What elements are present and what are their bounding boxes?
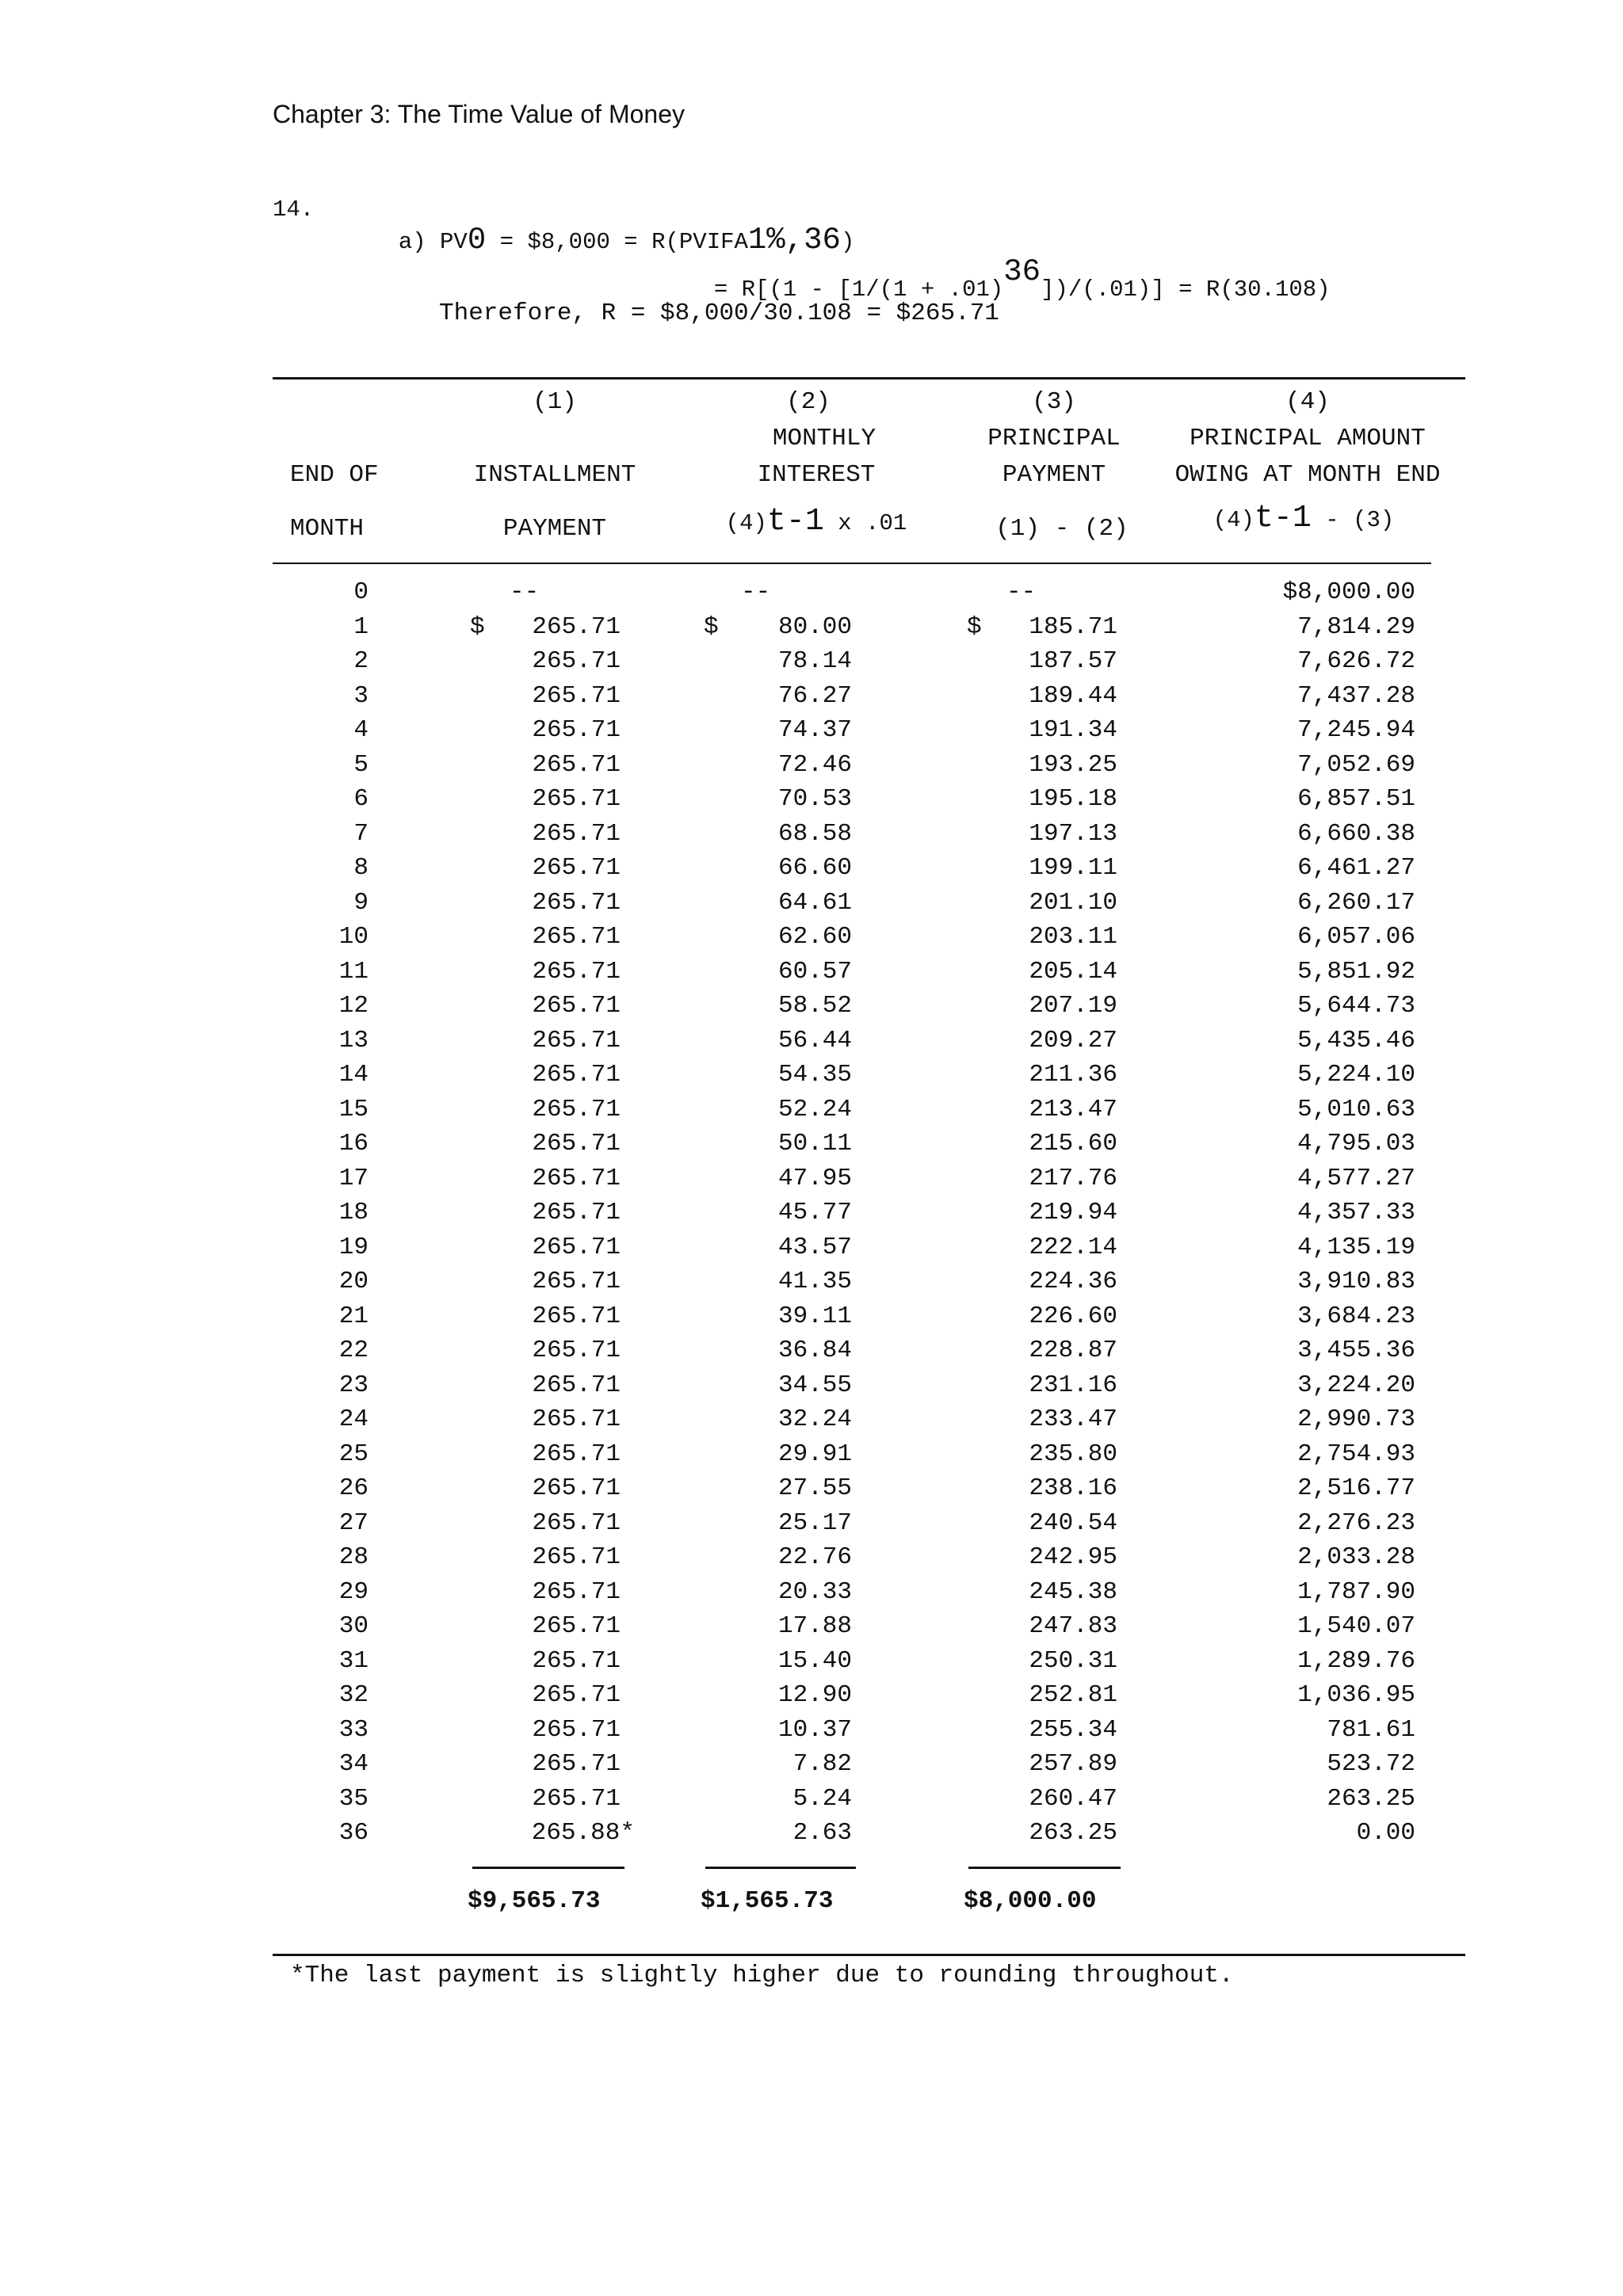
problem-number: 14. [273, 196, 315, 223]
cell-installment: 265.71 [532, 750, 621, 779]
col2-number: (2) [786, 388, 831, 416]
interest-total-underline [705, 1867, 856, 1869]
cell-interest: 22.76 [777, 1543, 852, 1571]
cell-principal: 191.34 [1029, 716, 1117, 744]
cell-month: 23 [338, 1371, 369, 1399]
cell-balance: 5,224.10 [1297, 1061, 1415, 1089]
cell-installment: 265.71 [532, 1508, 621, 1537]
cell-month: 19 [338, 1233, 369, 1261]
cell-balance: 7,437.28 [1297, 681, 1415, 710]
cell-interest: 50.11 [777, 1130, 852, 1158]
cell-principal: 215.60 [1029, 1130, 1117, 1158]
cell-principal: 187.57 [1029, 647, 1117, 675]
cell-installment: 265.71 [532, 1474, 621, 1502]
cell-interest: 80.00 [777, 612, 852, 641]
cell-installment: 265.71 [532, 1543, 621, 1571]
col4-title-line1: PRINCIPAL AMOUNT [1190, 425, 1426, 452]
cell-principal: 211.36 [1029, 1061, 1117, 1089]
cell-principal: 219.94 [1029, 1199, 1117, 1226]
col3-title-line2: PAYMENT [1002, 461, 1106, 489]
cell-month: 1 [353, 612, 369, 641]
cell-month: 30 [338, 1612, 369, 1640]
cell-balance: 6,857.51 [1297, 785, 1415, 813]
cell-balance: 5,851.92 [1297, 957, 1415, 986]
col2-formula-ref: (4) [725, 510, 767, 536]
cell-month: 13 [338, 1026, 369, 1055]
cell-principal: 213.47 [1029, 1095, 1117, 1123]
cell-interest: 45.77 [777, 1199, 852, 1226]
cell-installment: 265.71 [532, 612, 621, 641]
cell-balance: 2,276.23 [1297, 1508, 1415, 1537]
cell-interest: 32.24 [777, 1405, 852, 1433]
cell-principal: 238.16 [1029, 1474, 1117, 1502]
cell-installment: 265.71 [532, 1130, 621, 1158]
cell-month: 14 [338, 1061, 369, 1089]
cell-balance: 3,224.20 [1297, 1371, 1415, 1399]
cell-installment: 265.71 [532, 1784, 621, 1813]
cell-month: 5 [353, 750, 369, 779]
cell-installment: 265.71 [532, 1715, 621, 1744]
principal-total: $8,000.00 [964, 1887, 1097, 1915]
eq2-right: ])/(.01)] = R(30.108) [1041, 277, 1331, 303]
cell-principal: 255.34 [1029, 1715, 1117, 1744]
cell-balance: 3,455.36 [1297, 1337, 1415, 1364]
cell-installment: 265.88* [531, 1819, 635, 1847]
col0-title-line2: MONTH [290, 515, 365, 543]
cell-month: 32 [338, 1681, 369, 1709]
cell-principal: 209.27 [1029, 1026, 1117, 1055]
cell-interest: 58.52 [777, 992, 852, 1020]
cell-interest: 54.35 [777, 1061, 852, 1089]
cell-month: 15 [338, 1095, 369, 1123]
cell-principal: 217.76 [1029, 1164, 1117, 1192]
chapter-header: Chapter 3: The Time Value of Money [273, 100, 685, 128]
table-header-rule [273, 563, 1431, 564]
cell-month: 36 [338, 1819, 369, 1847]
cell-principal: 197.13 [1029, 819, 1117, 848]
cell-installment: 265.71 [532, 681, 621, 710]
cell-installment: 265.71 [532, 957, 621, 986]
col4-formula-rest: - (3) [1311, 507, 1395, 533]
cell-installment: 265.71 [532, 1199, 621, 1226]
cell-principal: -- [1006, 578, 1037, 606]
cell-installment: 265.71 [532, 1405, 621, 1433]
cell-month: 6 [353, 785, 369, 813]
cell-month: 0 [353, 578, 369, 606]
cell-interest: 5.24 [792, 1784, 852, 1813]
cell-month: 3 [353, 681, 369, 710]
cell-installment: 265.71 [532, 785, 621, 813]
cell-interest: 34.55 [777, 1371, 852, 1399]
cell-month: 7 [353, 819, 369, 848]
cell-balance: 1,540.07 [1297, 1612, 1415, 1640]
cell-month: 22 [338, 1337, 369, 1364]
cell-installment: 265.71 [532, 1337, 621, 1364]
cell-interest: 17.88 [777, 1612, 852, 1640]
cell-balance: 7,245.94 [1297, 716, 1415, 744]
cell-principal: 247.83 [1029, 1612, 1117, 1640]
cell-principal: 199.11 [1029, 854, 1117, 882]
cell-month: 4 [353, 716, 369, 744]
cell-interest: 43.57 [777, 1233, 852, 1261]
cell-month: 34 [338, 1750, 369, 1778]
cell-interest: 52.24 [777, 1095, 852, 1123]
cell-principal: 228.87 [1029, 1337, 1117, 1364]
cell-balance: 263.25 [1327, 1784, 1415, 1813]
cell-installment: 265.71 [532, 1612, 621, 1640]
col2-formula-rest: x .01 [823, 510, 907, 536]
cell-interest: 68.58 [777, 819, 852, 848]
cell-principal: 240.54 [1029, 1508, 1117, 1537]
cell-interest: 78.14 [777, 647, 852, 675]
cell-interest: 10.37 [777, 1715, 852, 1744]
cell-interest: 47.95 [777, 1164, 852, 1192]
cell-balance: $8,000.00 [1282, 578, 1415, 606]
cell-interest: 20.33 [777, 1577, 852, 1606]
cell-principal: 207.19 [1029, 992, 1117, 1020]
col3-formula: (1) - (2) [995, 515, 1128, 543]
cell-balance: 523.72 [1327, 1750, 1415, 1778]
cell-balance: 3,684.23 [1297, 1302, 1415, 1330]
cell-principal: 263.25 [1029, 1819, 1117, 1847]
cell-principal: 224.36 [1029, 1268, 1117, 1295]
cell-month: 24 [338, 1405, 369, 1433]
col3-title-line1: PRINCIPAL [987, 425, 1121, 452]
cell-month: 26 [338, 1474, 369, 1502]
cell-interest: 29.91 [777, 1440, 852, 1468]
cell-balance: 1,787.90 [1297, 1577, 1415, 1606]
cell-month: 33 [338, 1715, 369, 1744]
cell-balance: 6,057.06 [1297, 923, 1415, 951]
cell-interest: 76.27 [777, 681, 852, 710]
eq2-exponent: 36 [1003, 254, 1041, 289]
cell-principal: 260.47 [1029, 1784, 1117, 1813]
part-label: a) [398, 229, 426, 255]
cell-installment: 265.71 [532, 1164, 621, 1192]
col4-title-line2: OWING AT MONTH END [1174, 461, 1441, 489]
cell-principal: 195.18 [1029, 785, 1117, 813]
cell-interest: 70.53 [777, 785, 852, 813]
cell-month: 11 [338, 957, 369, 986]
cell-principal: 245.38 [1029, 1577, 1117, 1606]
cell-installment: 265.71 [532, 1646, 621, 1675]
dollar-sign-principal: $ [967, 612, 982, 641]
col2-formula-sub: t-1 [766, 504, 824, 540]
cell-balance: 2,516.77 [1297, 1474, 1415, 1502]
cell-month: 2 [353, 647, 369, 675]
col1-title-line1: INSTALLMENT [473, 461, 636, 489]
cell-installment: 265.71 [532, 1681, 621, 1709]
cell-principal: 235.80 [1029, 1440, 1117, 1468]
eq1-close: ) [840, 229, 855, 255]
col4-formula-sub: t-1 [1254, 501, 1312, 536]
col3-number: (3) [1032, 388, 1076, 416]
cell-balance: 7,814.29 [1297, 612, 1415, 641]
cell-month: 9 [353, 888, 369, 917]
cell-interest: 12.90 [777, 1681, 852, 1709]
cell-principal: 203.11 [1029, 923, 1117, 951]
cell-installment: 265.71 [532, 1302, 621, 1330]
cell-balance: 5,644.73 [1297, 992, 1415, 1020]
cell-principal: 189.44 [1029, 681, 1117, 710]
cell-principal: 242.95 [1029, 1543, 1117, 1571]
cell-month: 12 [338, 992, 369, 1020]
cell-installment: 265.71 [532, 716, 621, 744]
cell-interest: 27.55 [777, 1474, 852, 1502]
cell-month: 8 [353, 854, 369, 882]
cell-month: 20 [338, 1268, 369, 1295]
cell-interest: 36.84 [777, 1337, 852, 1364]
cell-interest: 2.63 [792, 1819, 852, 1847]
equation-line-3: Therefore, R = $8,000/30.108 = $265.71 [439, 299, 999, 327]
cell-balance: 4,795.03 [1297, 1130, 1415, 1158]
cell-month: 28 [338, 1543, 369, 1571]
cell-month: 27 [338, 1508, 369, 1537]
cell-interest: 66.60 [777, 854, 852, 882]
cell-balance: 6,660.38 [1297, 819, 1415, 848]
cell-interest: 7.82 [792, 1750, 852, 1778]
cell-installment: 265.71 [532, 1371, 621, 1399]
cell-interest: 60.57 [777, 957, 852, 986]
cell-installment: 265.71 [532, 1440, 621, 1468]
cell-principal: 257.89 [1029, 1750, 1117, 1778]
pvifa-factor: 1%,36 [747, 223, 841, 257]
footnote: *The last payment is slightly higher due to rounding throughout. [290, 1962, 1234, 1989]
cell-installment: -- [510, 578, 540, 606]
cell-month: 16 [338, 1130, 369, 1158]
cell-month: 25 [338, 1440, 369, 1468]
cell-principal: 222.14 [1029, 1233, 1117, 1261]
cell-principal: 233.47 [1029, 1405, 1117, 1433]
interest-total: $1,565.73 [701, 1887, 834, 1915]
cell-installment: 265.71 [532, 819, 621, 848]
col4-formula-ref: (4) [1212, 507, 1254, 533]
dollar-sign-interest: $ [704, 612, 719, 641]
col2-title-line2: INTEREST [757, 461, 876, 489]
cell-balance: 2,033.28 [1297, 1543, 1415, 1571]
cell-installment: 265.71 [532, 1233, 621, 1261]
cell-balance: 5,435.46 [1297, 1026, 1415, 1055]
cell-principal: 185.71 [1029, 612, 1117, 641]
cell-interest: 74.37 [777, 716, 852, 744]
pv-subscript: 0 [467, 223, 487, 257]
cell-balance: 6,461.27 [1297, 854, 1415, 882]
cell-installment: 265.71 [532, 854, 621, 882]
table-top-rule [273, 377, 1465, 379]
cell-balance: 1,036.95 [1297, 1681, 1415, 1709]
col2-formula [697, 504, 935, 540]
cell-balance: 0.00 [1356, 1819, 1415, 1847]
col0-title-line1: END OF [290, 461, 379, 489]
cell-interest: 39.11 [777, 1302, 852, 1330]
cell-installment: 265.71 [532, 1750, 621, 1778]
cell-balance: 7,626.72 [1297, 647, 1415, 675]
cell-balance: 6,260.17 [1297, 888, 1415, 917]
cell-principal: 205.14 [1029, 957, 1117, 986]
col1-title-line2: PAYMENT [502, 515, 607, 543]
cell-balance: 5,010.63 [1297, 1095, 1415, 1123]
cell-month: 10 [338, 923, 369, 951]
cell-installment: 265.71 [532, 1577, 621, 1606]
cell-interest: 62.60 [777, 923, 852, 951]
cell-installment: 265.71 [532, 923, 621, 951]
cell-month: 31 [338, 1646, 369, 1675]
cell-interest: 41.35 [777, 1268, 852, 1295]
cell-installment: 265.71 [532, 888, 621, 917]
cell-interest: 64.61 [777, 888, 852, 917]
cell-principal: 193.25 [1029, 750, 1117, 779]
cell-balance: 4,577.27 [1297, 1164, 1415, 1192]
cell-balance: 4,135.19 [1297, 1233, 1415, 1261]
cell-principal: 231.16 [1029, 1371, 1117, 1399]
col2-title-line1: MONTHLY [772, 425, 876, 452]
cell-interest: 25.17 [777, 1508, 852, 1537]
principal-total-underline [968, 1867, 1121, 1869]
cell-principal: 226.60 [1029, 1302, 1117, 1330]
pv-label: PV [440, 229, 468, 255]
cell-interest: 56.44 [777, 1026, 852, 1055]
cell-month: 29 [338, 1577, 369, 1606]
cell-interest: 72.46 [777, 750, 852, 779]
eq1-mid: = $8,000 = R(PVIFA [486, 229, 748, 255]
cell-installment: 265.71 [532, 1268, 621, 1295]
eq2-left: = R[(1 - [1/(1 + .01) [713, 277, 1004, 303]
cell-balance: 4,357.33 [1297, 1199, 1415, 1226]
cell-installment: 265.71 [532, 1061, 621, 1089]
col1-number: (1) [533, 388, 577, 416]
cell-principal: 252.81 [1029, 1681, 1117, 1709]
cell-interest: 15.40 [777, 1646, 852, 1675]
cell-installment: 265.71 [532, 992, 621, 1020]
cell-month: 21 [338, 1302, 369, 1330]
cell-balance: 3,910.83 [1297, 1268, 1415, 1295]
equation-line-2 [686, 244, 1331, 305]
table-bottom-rule [273, 1954, 1465, 1956]
cell-balance: 2,754.93 [1297, 1440, 1415, 1468]
dollar-sign-installment: $ [470, 612, 485, 641]
installment-total: $9,565.73 [468, 1887, 601, 1915]
cell-principal: 201.10 [1029, 888, 1117, 917]
cell-interest: -- [741, 578, 771, 606]
cell-installment: 265.71 [532, 1095, 621, 1123]
cell-installment: 265.71 [532, 647, 621, 675]
cell-month: 17 [338, 1164, 369, 1192]
cell-principal: 250.31 [1029, 1646, 1117, 1675]
cell-balance: 1,289.76 [1297, 1646, 1415, 1675]
cell-balance: 2,990.73 [1297, 1405, 1415, 1433]
cell-balance: 7,052.69 [1297, 750, 1415, 779]
installment-total-underline [472, 1867, 624, 1869]
cell-balance: 781.61 [1327, 1715, 1415, 1744]
cell-month: 18 [338, 1199, 369, 1226]
cell-installment: 265.71 [532, 1026, 621, 1055]
col4-formula [1173, 501, 1434, 536]
col4-number: (4) [1285, 388, 1330, 416]
cell-month: 35 [338, 1784, 369, 1813]
